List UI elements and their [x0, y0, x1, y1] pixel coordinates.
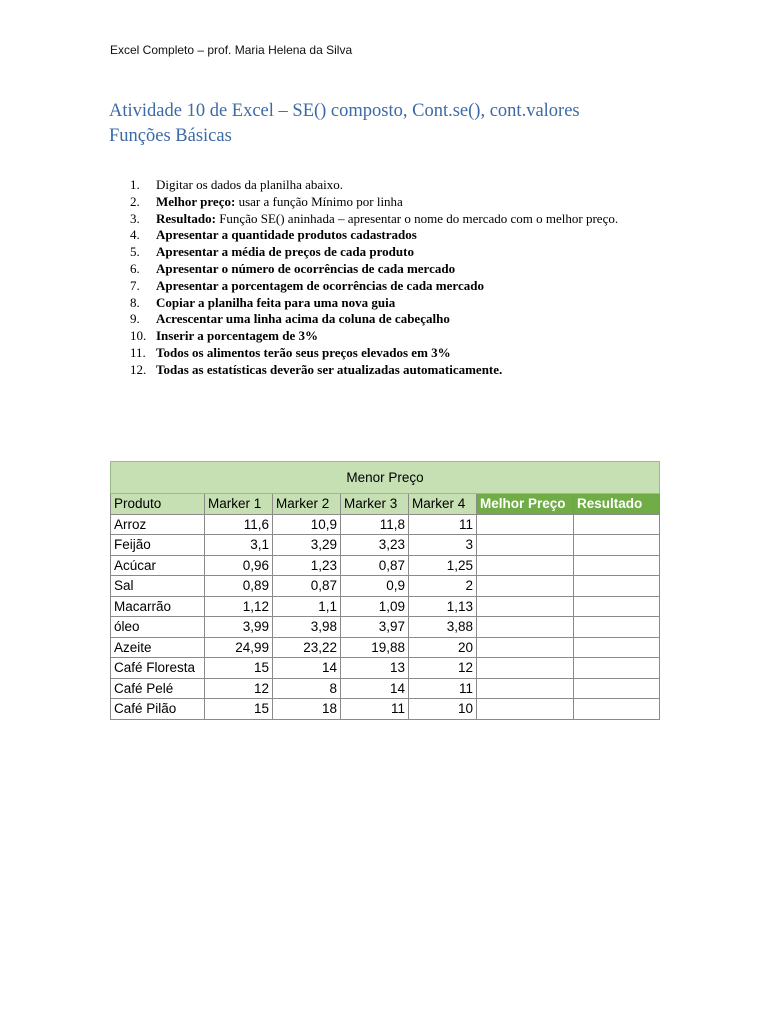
task-bold-text: Acrescentar uma linha acima da coluna de cabeçalho — [156, 311, 450, 327]
value-cell: 0,9 — [341, 576, 409, 597]
task-item — [130, 211, 650, 228]
value-cell: 0,96 — [205, 555, 273, 576]
table-row — [111, 699, 660, 720]
value-cell: 3,1 — [205, 535, 273, 556]
task-number: 11. — [130, 344, 146, 360]
column-header: Melhor Preço — [477, 494, 574, 515]
value-cell — [477, 637, 574, 658]
table-row — [111, 637, 660, 658]
task-bold-text: Todas as estatísticas deverão ser atualizadas automaticamente. — [156, 361, 503, 377]
column-header: Resultado — [574, 494, 660, 515]
task-item — [130, 194, 650, 211]
value-cell — [574, 617, 660, 638]
product-cell: óleo — [111, 617, 205, 638]
value-cell: 3,99 — [205, 617, 273, 638]
task-item — [130, 328, 650, 345]
table-title: Menor Preço — [111, 462, 660, 494]
task-number: 3. — [130, 210, 140, 226]
task-number: 4. — [130, 227, 140, 243]
value-cell: 1,09 — [341, 596, 409, 617]
table-row — [111, 678, 660, 699]
task-bold-text: Apresentar a média de preços de cada produto — [156, 244, 414, 260]
table-row — [111, 596, 660, 617]
value-cell: 12 — [205, 678, 273, 699]
task-bold-text: Inserir a porcentagem de 3% — [156, 328, 318, 344]
value-cell — [574, 658, 660, 679]
value-cell: 18 — [273, 699, 341, 720]
task-number: 6. — [130, 260, 140, 276]
task-number: 8. — [130, 294, 140, 310]
value-cell: 11,8 — [341, 514, 409, 535]
task-bold-text: Todos os alimentos terão seus preços elevados em 3% — [156, 344, 451, 360]
column-header: Marker 1 — [205, 494, 273, 515]
task-bold-text: Apresentar a quantidade produtos cadastrados — [156, 227, 417, 243]
task-bold-text: Copiar a planilha feita para uma nova guia — [156, 294, 396, 310]
value-cell — [574, 678, 660, 699]
value-cell: 15 — [205, 658, 273, 679]
task-number: 5. — [130, 244, 140, 260]
value-cell — [477, 658, 574, 679]
task-item — [130, 362, 650, 379]
value-cell: 3,88 — [409, 617, 477, 638]
value-cell: 14 — [341, 678, 409, 699]
value-cell: 11 — [409, 514, 477, 535]
task-item — [130, 177, 650, 194]
column-header: Marker 4 — [409, 494, 477, 515]
value-cell — [574, 596, 660, 617]
value-cell — [477, 699, 574, 720]
value-cell: 11 — [341, 699, 409, 720]
value-cell — [477, 576, 574, 597]
task-number: 9. — [130, 311, 140, 327]
value-cell: 14 — [273, 658, 341, 679]
table-row — [111, 535, 660, 556]
value-cell: 1,1 — [273, 596, 341, 617]
product-cell: Arroz — [111, 514, 205, 535]
product-cell: Café Pilão — [111, 699, 205, 720]
task-number: 1. — [130, 177, 140, 192]
task-text: Função SE() aninhada – apresentar o nome do mercado com o melhor preço. — [215, 210, 619, 226]
value-cell — [477, 514, 574, 535]
task-item — [130, 261, 650, 278]
table-row — [111, 658, 660, 679]
value-cell — [574, 699, 660, 720]
column-header: Marker 3 — [341, 494, 409, 515]
title-line-1: Atividade 10 de Excel – SE() composto, Cont.se(), cont.valores — [109, 101, 580, 121]
value-cell: 10 — [409, 699, 477, 720]
task-bold-text: Resultado: — [156, 210, 216, 226]
task-item — [130, 345, 650, 362]
table-row — [111, 617, 660, 638]
value-cell: 3,97 — [341, 617, 409, 638]
task-bold-text: Melhor preço: — [156, 193, 236, 209]
value-cell — [574, 555, 660, 576]
product-cell: Café Floresta — [111, 658, 205, 679]
value-cell: 23,22 — [273, 637, 341, 658]
task-number: 10. — [130, 328, 147, 344]
product-cell: Acúcar — [111, 555, 205, 576]
task-item — [130, 311, 650, 328]
task-bold-text: Apresentar o número de ocorrências de cada mercado — [156, 260, 456, 276]
value-cell — [574, 637, 660, 658]
spreadsheet-table — [110, 461, 660, 720]
value-cell: 1,25 — [409, 555, 477, 576]
value-cell: 13 — [341, 658, 409, 679]
value-cell — [574, 514, 660, 535]
value-cell — [477, 535, 574, 556]
task-bold-text: Apresentar a porcentagem de ocorrências de cada mercado — [156, 277, 484, 293]
task-item — [130, 227, 650, 244]
table-header-row — [111, 494, 660, 515]
column-header: Marker 2 — [273, 494, 341, 515]
value-cell — [477, 617, 574, 638]
value-cell: 3,29 — [273, 535, 341, 556]
value-cell: 2 — [409, 576, 477, 597]
value-cell — [477, 596, 574, 617]
value-cell: 0,89 — [205, 576, 273, 597]
table-title-row — [111, 462, 660, 494]
value-cell: 3,23 — [341, 535, 409, 556]
value-cell: 10,9 — [273, 514, 341, 535]
value-cell — [477, 678, 574, 699]
product-cell: Feijão — [111, 535, 205, 556]
product-cell: Macarrão — [111, 596, 205, 617]
value-cell: 24,99 — [205, 637, 273, 658]
task-number: 12. — [130, 361, 147, 377]
task-text: Digitar os dados da planilha abaixo. — [156, 177, 344, 192]
value-cell: 11 — [409, 678, 477, 699]
task-number: 7. — [130, 277, 140, 293]
value-cell: 1,23 — [273, 555, 341, 576]
value-cell: 3,98 — [273, 617, 341, 638]
value-cell — [574, 576, 660, 597]
value-cell: 15 — [205, 699, 273, 720]
value-cell: 1,13 — [409, 596, 477, 617]
value-cell: 3 — [409, 535, 477, 556]
page-header: Excel Completo – prof. Maria Helena da Silva — [110, 43, 353, 57]
value-cell: 12 — [409, 658, 477, 679]
task-item — [130, 295, 650, 312]
value-cell: 8 — [273, 678, 341, 699]
title-line-2: Funções Básicas — [109, 126, 232, 146]
table-row — [111, 555, 660, 576]
page-title — [109, 99, 709, 149]
product-cell: Azeite — [111, 637, 205, 658]
task-text: usar a função Mínimo por linha — [235, 193, 403, 209]
table-row — [111, 514, 660, 535]
column-header: Produto — [111, 494, 205, 515]
value-cell: 11,6 — [205, 514, 273, 535]
task-item — [130, 278, 650, 295]
value-cell: 20 — [409, 637, 477, 658]
task-item — [130, 244, 650, 261]
product-cell: Café Pelé — [111, 678, 205, 699]
value-cell: 19,88 — [341, 637, 409, 658]
value-cell: 0,87 — [273, 576, 341, 597]
product-cell: Sal — [111, 576, 205, 597]
value-cell: 1,12 — [205, 596, 273, 617]
task-number: 2. — [130, 193, 140, 209]
value-cell — [574, 535, 660, 556]
value-cell — [477, 555, 574, 576]
table-row — [111, 576, 660, 597]
task-list — [130, 177, 650, 379]
value-cell: 0,87 — [341, 555, 409, 576]
